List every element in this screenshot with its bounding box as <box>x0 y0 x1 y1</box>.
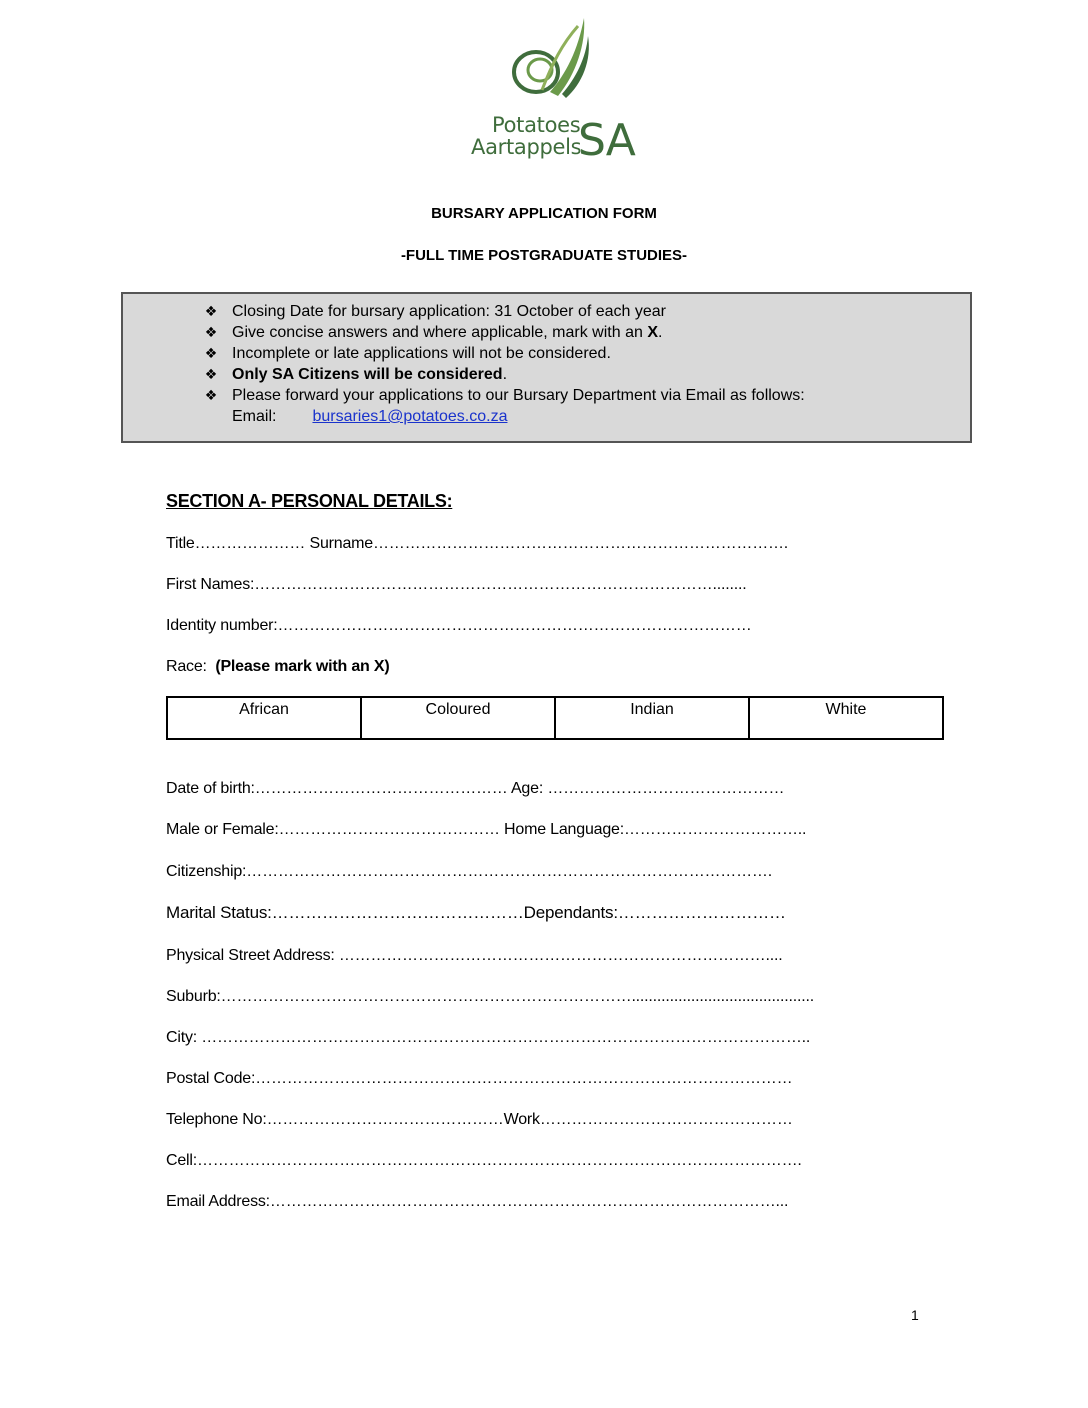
notice-x-mark: X <box>647 324 658 341</box>
race-row <box>167 697 943 739</box>
notice-item <box>123 343 805 364</box>
potato-leaf-swirl-icon <box>466 14 636 114</box>
notice-email-row <box>123 406 805 427</box>
race-label-row <box>166 658 389 676</box>
notice-text: Incomplete or late applications will not be considered. <box>232 345 611 362</box>
notice-item <box>123 364 805 385</box>
physical-address-field[interactable]: Physical Street Address: ……………………………………………………………………….... <box>166 947 783 964</box>
diamond-bullet-icon: ❖ <box>204 303 218 319</box>
diamond-bullet-icon: ❖ <box>204 387 218 403</box>
logo-sa: SA <box>578 115 635 166</box>
notice-text: Give concise answers and where applicable, mark with an <box>232 324 648 341</box>
diamond-bullet-icon: ❖ <box>204 324 218 340</box>
notice-text: Please forward your applications to our Bursary Department via Email as follows: <box>232 387 805 404</box>
notice-text-bold: Only SA Citizens will be considered <box>232 366 503 383</box>
race-option-white[interactable]: White <box>749 697 943 739</box>
title-surname-field[interactable]: Title………………… Surname……………………………………………………………………. <box>166 535 789 552</box>
dob-age-field[interactable]: Date of birth:………………………………………… Age: ……………………………………… <box>166 780 785 797</box>
notice-item <box>123 385 805 406</box>
identity-number-field[interactable]: Identity number:……………………………………………………………………………… <box>166 617 752 634</box>
race-option-indian[interactable]: Indian <box>555 697 749 739</box>
race-option-coloured[interactable]: Coloured <box>361 697 555 739</box>
gender-language-field[interactable]: Male or Female:…………………………………… Home Language:…………………………….. <box>166 821 807 838</box>
postal-code-field[interactable]: Postal Code:………………………………………………………………………………………… <box>166 1070 793 1087</box>
race-option-african[interactable]: African <box>167 697 361 739</box>
potatoes-sa-logo <box>466 14 636 164</box>
notice-list <box>123 301 805 427</box>
form-title: BURSARY APPLICATION FORM <box>431 205 657 222</box>
section-a-heading: SECTION A- PERSONAL DETAILS: <box>166 491 453 511</box>
diamond-bullet-icon: ❖ <box>204 345 218 361</box>
logo-word-potatoes: Potatoes <box>492 113 581 137</box>
logo-word-aartappels: Aartappels <box>471 135 582 159</box>
email-address-field[interactable]: Email Address:……………………………………………………………………………………... <box>166 1193 789 1210</box>
cell-field[interactable]: Cell:……………………………………………………………………………………………………. <box>166 1152 802 1169</box>
first-names-field[interactable]: First Names:……………………………………………………………………………........ <box>166 576 747 593</box>
notice-box <box>121 292 972 443</box>
notice-item <box>123 301 805 322</box>
city-field[interactable]: City: …………………………………………………………………………………………………….. <box>166 1029 811 1046</box>
notice-x-suffix: . <box>657 324 663 341</box>
telephone-work-field[interactable]: Telephone No:………………………………………Work………………………………………… <box>166 1111 793 1128</box>
marital-dependants-field[interactable]: Marital Status:………………………………………Dependants:………………………… <box>166 903 786 922</box>
notice-citizens-suffix: . <box>502 366 508 383</box>
suburb-field[interactable]: Suburb:……………………………………………………………………........................................... <box>166 988 814 1005</box>
page-number: 1 <box>911 1307 919 1323</box>
diamond-bullet-icon: ❖ <box>204 366 218 382</box>
notice-item <box>123 322 805 343</box>
email-label: Email: <box>232 408 277 425</box>
notice-text: Closing Date for bursary application: 31 October of each year <box>232 303 667 320</box>
email-link[interactable]: bursaries1@potatoes.co.za <box>312 408 508 425</box>
race-table <box>166 696 944 740</box>
race-hint: (Please mark with an X) <box>215 658 390 675</box>
citizenship-field[interactable]: Citizenship:………………………………………………………………………………………. <box>166 863 772 880</box>
race-label: Race: <box>166 658 207 675</box>
form-subtitle: -FULL TIME POSTGRADUATE STUDIES- <box>400 247 688 264</box>
